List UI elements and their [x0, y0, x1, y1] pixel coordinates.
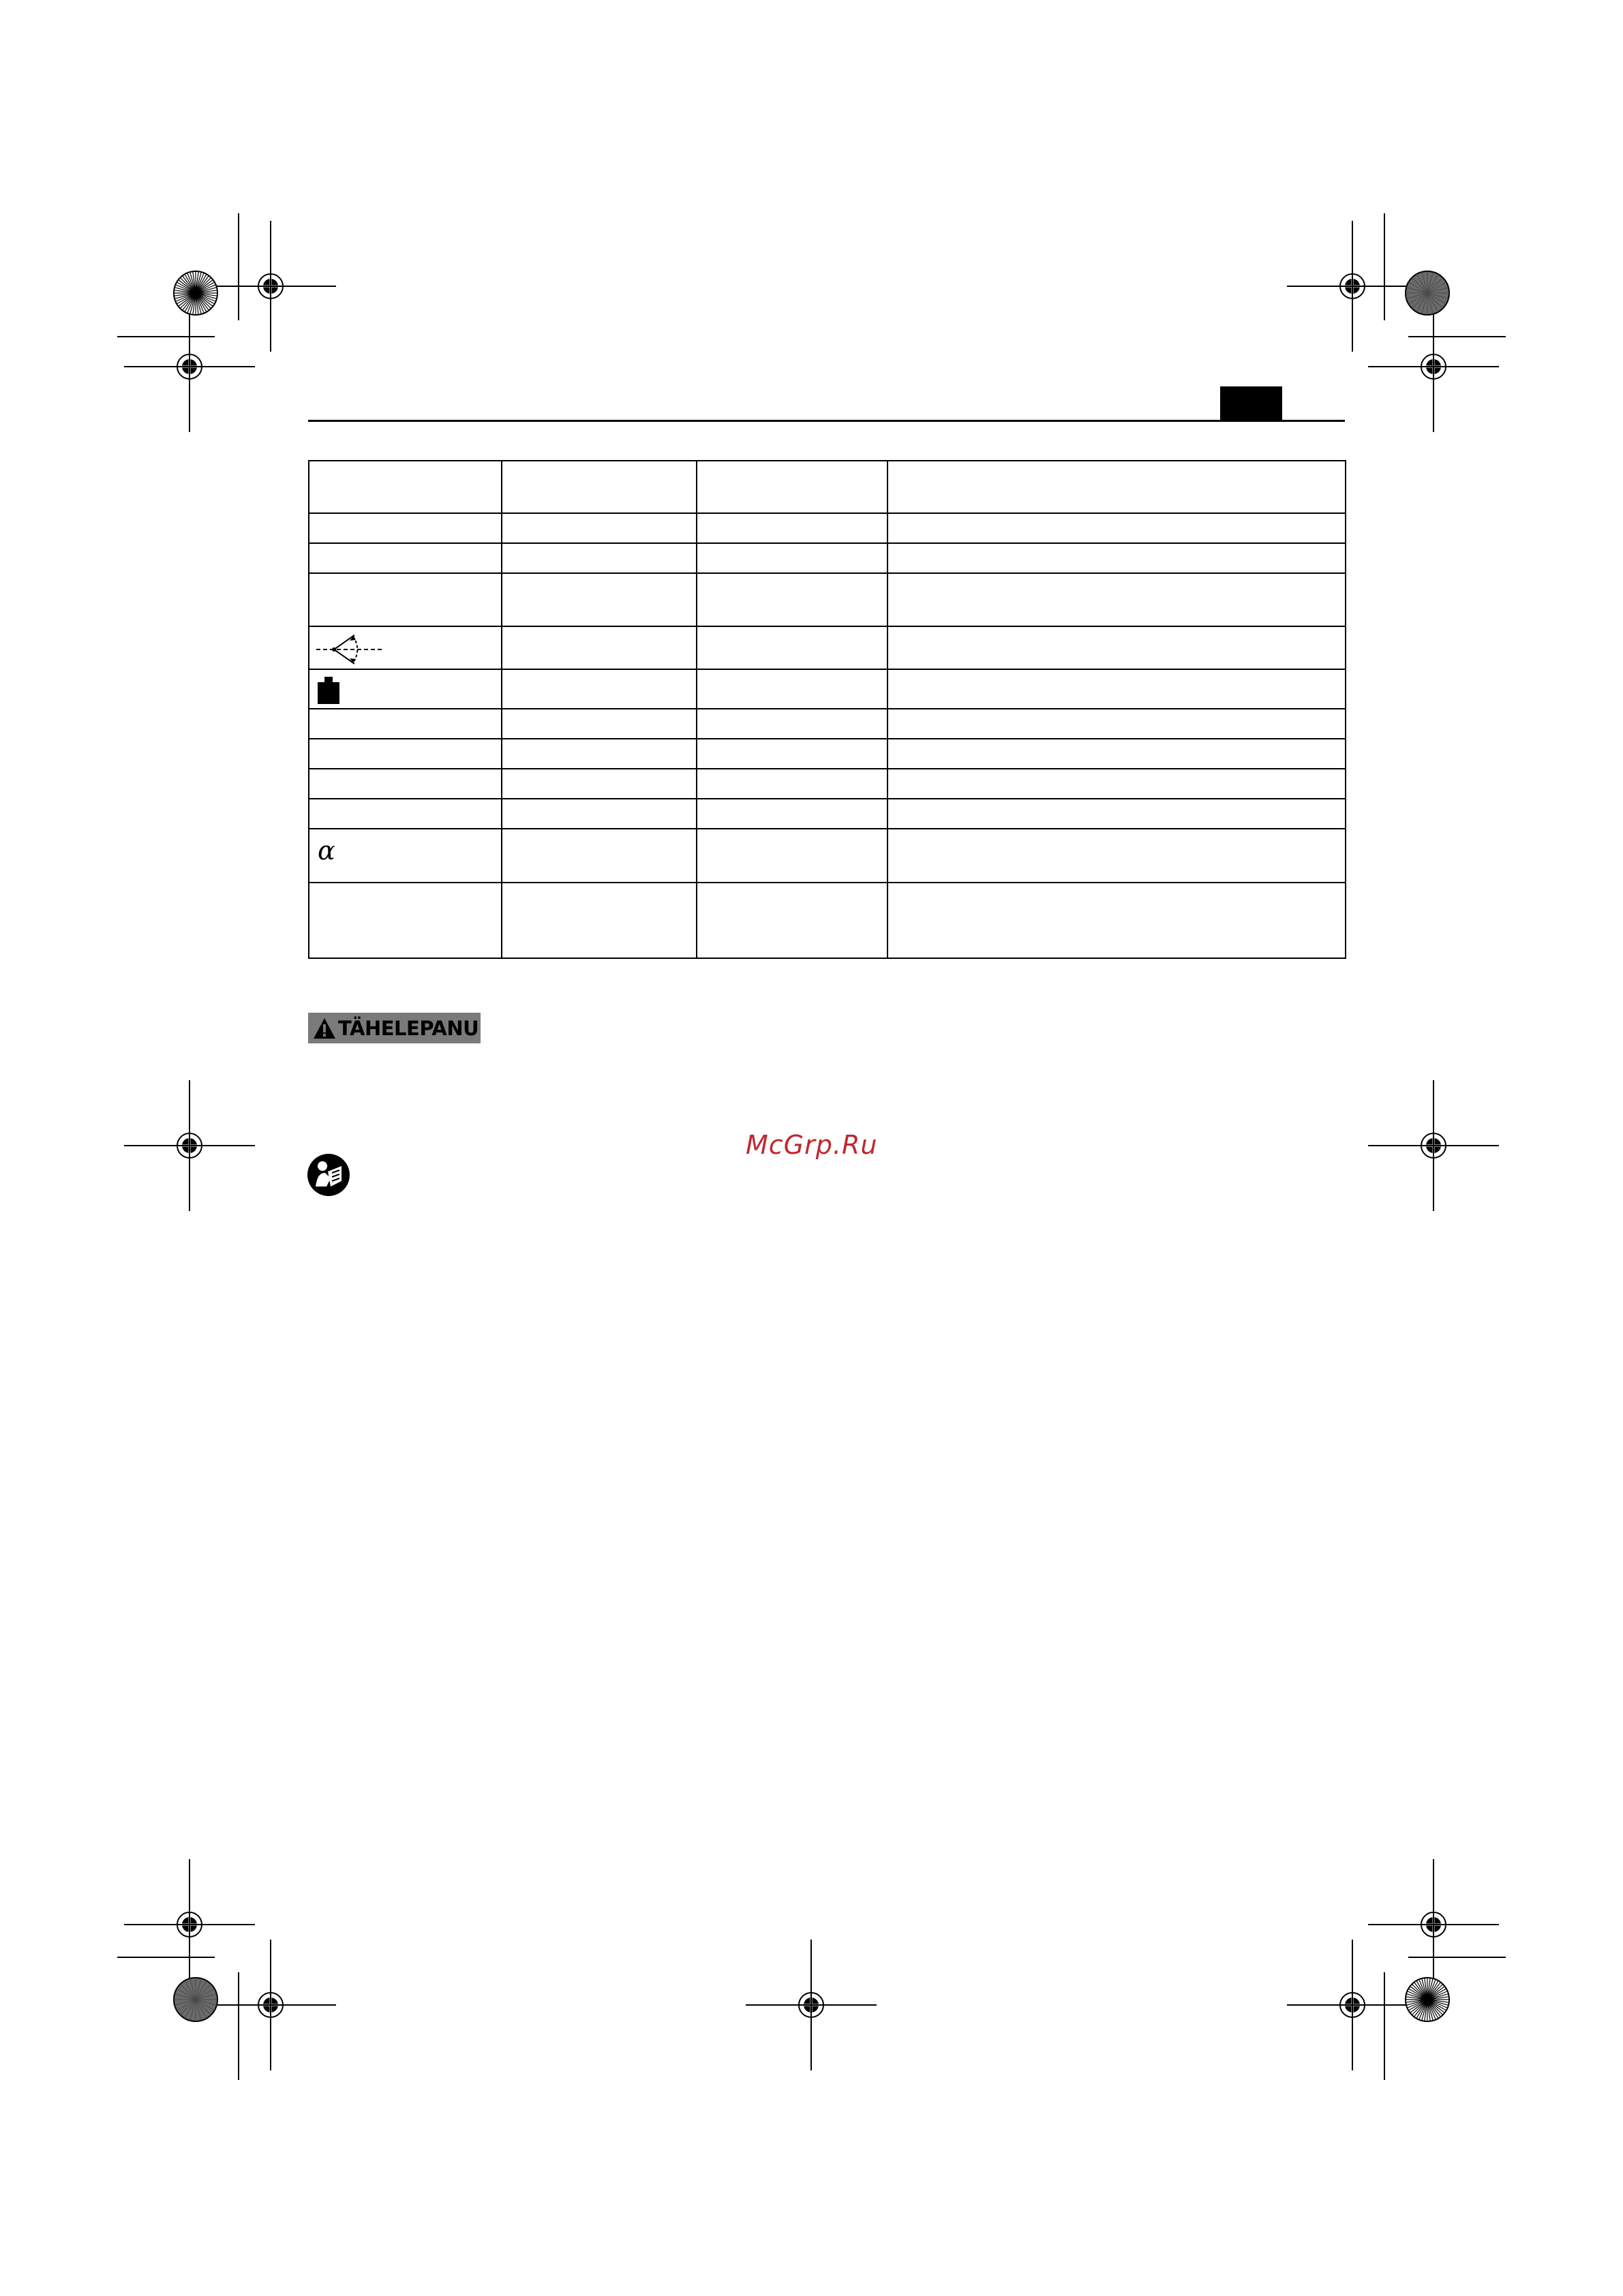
- table-cell: [309, 769, 502, 799]
- alpha-symbol: α: [318, 836, 335, 866]
- table-cell: [888, 829, 1346, 883]
- table-cell: [888, 739, 1346, 769]
- table-cell: [697, 513, 888, 543]
- watermark: McGrp.Ru: [746, 1130, 878, 1160]
- table-cell: [502, 513, 697, 543]
- table-cell: [502, 769, 697, 799]
- warning-label: TÄHELEPANU: [338, 1016, 479, 1040]
- table-cell: [697, 709, 888, 739]
- table-cell: [888, 543, 1346, 573]
- table-cell: [888, 799, 1346, 829]
- table-cell: [502, 709, 697, 739]
- table-row: [309, 573, 1346, 626]
- table-cell: [502, 461, 697, 513]
- table-cell: [697, 543, 888, 573]
- spec-table: [308, 460, 1346, 959]
- table-row: [309, 461, 1346, 513]
- table-cell: [309, 829, 502, 883]
- table-cell: [502, 669, 697, 709]
- table-cell: [697, 461, 888, 513]
- table-cell: [888, 626, 1346, 669]
- table-cell: [888, 883, 1346, 958]
- table-row: [309, 739, 1346, 769]
- angle-icon: [315, 631, 383, 668]
- read-manual-icon: [306, 1152, 351, 1197]
- table-cell: [888, 669, 1346, 709]
- table-cell: [697, 769, 888, 799]
- table-cell: [309, 626, 502, 669]
- table-cell: [309, 669, 502, 709]
- table-cell: [309, 543, 502, 573]
- table-row: [309, 543, 1346, 573]
- table-cell: [502, 799, 697, 829]
- table-cell: [697, 829, 888, 883]
- table-cell: [697, 739, 888, 769]
- table-row: [309, 709, 1346, 739]
- table-cell: [888, 709, 1346, 739]
- table-cell: [697, 669, 888, 709]
- table-cell: [309, 799, 502, 829]
- table-cell: [888, 513, 1346, 543]
- weight-icon: [315, 674, 342, 707]
- table-cell: [697, 626, 888, 669]
- table-cell: [888, 769, 1346, 799]
- table-row: [309, 829, 1346, 883]
- warning-triangle-icon: [312, 1017, 337, 1040]
- table-row: [309, 513, 1346, 543]
- table-cell: [309, 513, 502, 543]
- table-cell: [502, 883, 697, 958]
- table-cell: [502, 626, 697, 669]
- table-cell: [888, 461, 1346, 513]
- table-cell: [309, 573, 502, 626]
- language-tab: [1220, 386, 1282, 421]
- table-row: [309, 626, 1346, 669]
- table-cell: [697, 799, 888, 829]
- table-cell: [502, 739, 697, 769]
- table-cell: [309, 709, 502, 739]
- table-row: [309, 669, 1346, 709]
- table-cell: [309, 883, 502, 958]
- header-rule: [308, 420, 1345, 422]
- table-cell: [502, 573, 697, 626]
- warning-badge: [308, 1013, 481, 1043]
- table-cell: [309, 461, 502, 513]
- table-row: [309, 769, 1346, 799]
- table-cell: [697, 573, 888, 626]
- table-row: [309, 799, 1346, 829]
- table-cell: [309, 739, 502, 769]
- table-cell: [888, 573, 1346, 626]
- table-cell: [502, 543, 697, 573]
- table-cell: [697, 883, 888, 958]
- table-row: [309, 883, 1346, 958]
- table-cell: [502, 829, 697, 883]
